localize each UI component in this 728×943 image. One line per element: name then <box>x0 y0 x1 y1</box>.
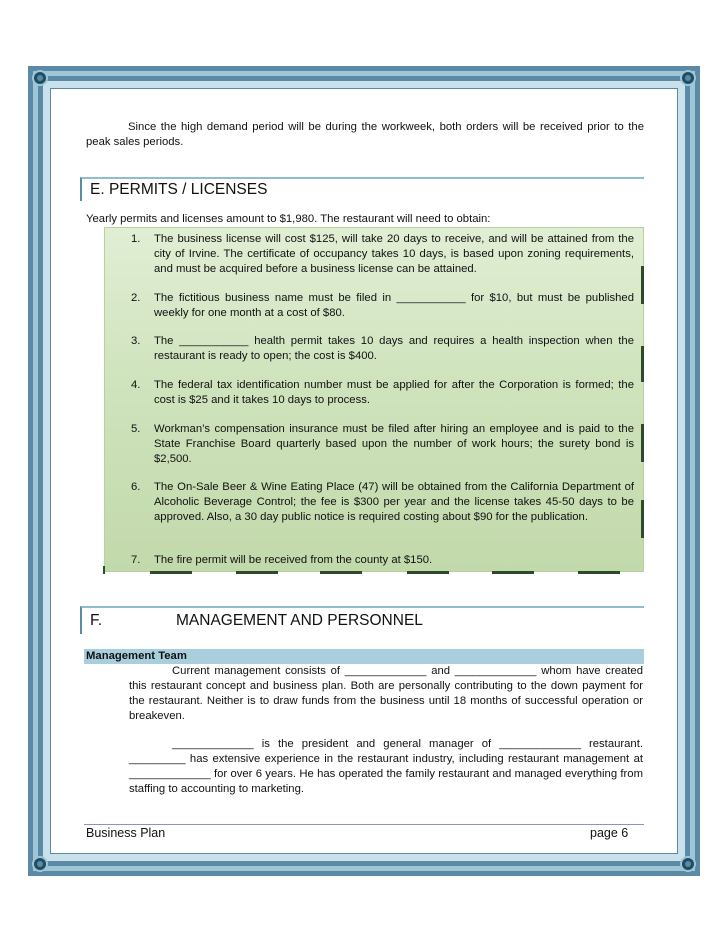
box-artifact-mark <box>103 566 105 574</box>
management-paragraph-1: Current management consists of _____________ and _____________ whom have created this restaurant concept and business plan. Both are personally contributing to the down payment for the restaurant. Neither is to draw funds from the business until 18 months of successful operation or breakeven. <box>129 665 643 722</box>
management-paragraph-2: _____________ is the president and general manager of _____________ restaurant. _________ has extensive experience in the restaurant industry, including restaurant management at _____________ for over 6 years. He has operated the family restaurant and managed everything from staffing to accounting to marketing. <box>129 738 643 795</box>
footer-document-title: Business Plan <box>86 826 166 840</box>
list-item-number: 2. <box>131 292 141 304</box>
list-item-number: 7. <box>131 554 141 566</box>
list-item-text: The fire permit will be received from the county at $150. <box>154 554 433 566</box>
box-artifact-mark <box>641 346 644 382</box>
list-item-text: The On-Sale Beer & Wine Eating Place (47) will be obtained from the California Department of Alcoholic Beverage Control; the fee is $300 per year and the license takes 45-50 days to be approved. Also, a 30 day public notice is required costing about $90 for the publication. <box>154 481 634 523</box>
list-item <box>131 334 634 364</box>
list-item-number: 3. <box>131 335 141 347</box>
list-item <box>131 480 634 525</box>
intro-paragraph: Since the high demand period will be during the workweek, both orders will be received prior to the peak sales periods. <box>86 121 644 148</box>
list-item <box>131 422 634 467</box>
list-item <box>131 553 634 568</box>
footer-page-number: page 6 <box>590 826 629 840</box>
section-f-heading <box>80 606 644 634</box>
frame-corner-ornament-icon <box>680 70 696 86</box>
frame-corner-ornament-icon <box>680 856 696 872</box>
footer-divider <box>84 824 644 825</box>
list-item <box>131 232 634 277</box>
list-item <box>131 291 634 321</box>
list-item-number: 6. <box>131 481 141 493</box>
section-f-title: MANAGEMENT AND PERSONNEL <box>176 612 423 629</box>
box-artifact-mark <box>320 571 362 574</box>
permits-intro: Yearly permits and licenses amount to $1,980. The restaurant will need to obtain: <box>86 213 491 225</box>
list-item-text: The ___________ health permit takes 10 days and requires a health inspection when the restaurant is ready to open; the cost is $400. <box>154 335 634 362</box>
section-e-heading: E. PERMITS / LICENSES <box>80 177 644 201</box>
box-artifact-mark <box>641 266 644 304</box>
box-artifact-mark <box>492 571 534 574</box>
frame-corner-ornament-icon <box>32 70 48 86</box>
list-item-number: 4. <box>131 379 141 391</box>
section-f-letter: F. <box>90 612 103 629</box>
list-item-text: Workman’s compensation insurance must be filed after hiring an employee and is paid to the State Franchise Board quarterly based upon the number of work hours; the surety bond is $2,500. <box>154 423 634 465</box>
list-item-text: The business license will cost $125, will take 20 days to receive, and will be attained from the city of Irvine. The certificate of occupancy takes 10 days, is based upon zoning requirements, and must be acquired before a business license can be attained. <box>154 233 634 275</box>
box-artifact-mark <box>641 500 644 538</box>
box-artifact-mark <box>407 571 449 574</box>
list-item-text: The federal tax identification number must be applied for after the Corporation is formed; the cost is $25 and it takes 10 days to process. <box>154 379 634 406</box>
frame-corner-ornament-icon <box>32 856 48 872</box>
management-team-subheading: Management Team <box>84 649 644 664</box>
box-artifact-mark <box>150 571 192 574</box>
list-item-text: The fictitious business name must be filed in ___________ for $10, but must be published weekly for one month at a cost of $80. <box>154 292 634 319</box>
box-artifact-mark <box>641 424 644 462</box>
list-item <box>131 378 634 408</box>
box-artifact-mark <box>578 571 620 574</box>
list-item-number: 5. <box>131 423 141 435</box>
list-item-number: 1. <box>131 233 141 245</box>
box-artifact-mark <box>236 571 278 574</box>
